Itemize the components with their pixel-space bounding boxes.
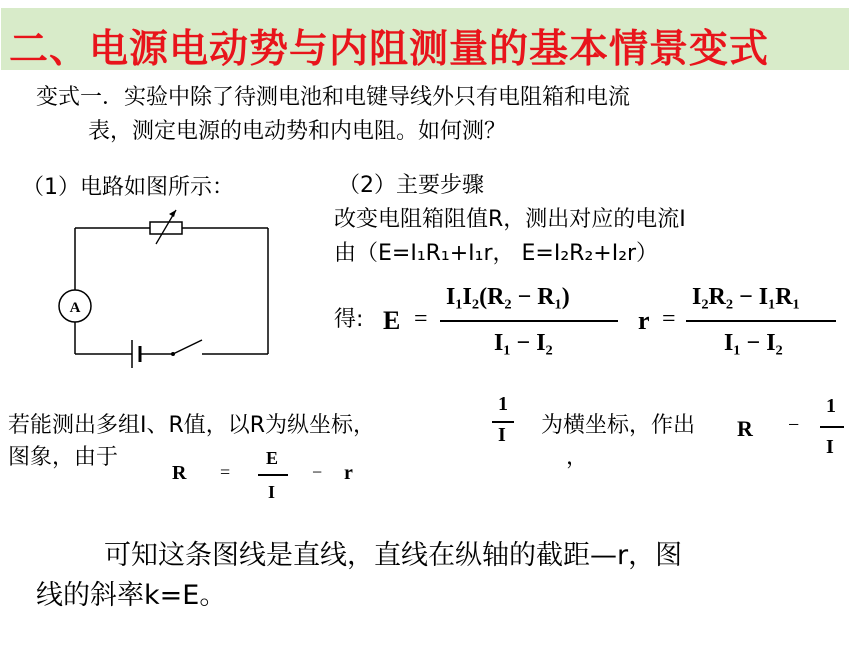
steps-line-1: 改变电阻箱阻值R，测出对应的电流I [334,207,686,232]
eq-equals: = [220,462,231,482]
conclusion-line-1: 可知这条图线是直线，直线在纵轴的截距—r，图 [104,540,683,571]
frac1-den: I [498,424,506,446]
r-symbol: r [638,306,650,335]
E-symbol: E [383,306,401,335]
intro-line-1: 变式一．实验中除了待测电池和电键导线外只有电阻箱和电流 [36,85,631,110]
switch-icon [173,340,202,354]
page-title: 二、电源电动势与内阻测量的基本情景变式 [9,26,770,72]
E-denominator: I₁ − I₂ [494,330,553,356]
result-prefix: 得: [334,307,364,332]
multi-comma: ， [566,445,589,470]
frac2-den: I [826,436,834,458]
multi-line-1a: 若能测出多组I、R值，以R为纵坐标， [8,413,376,438]
circuit-diagram [50,200,280,375]
eq-den: I [268,482,276,502]
r-numerator: I₂R₂ − I₁R₁ [692,284,800,310]
eq-minus: − [312,462,323,482]
frac2-num: 1 [826,395,836,417]
arrow-head-icon [169,210,176,217]
steps-line-2: 由（E=I₁R₁+I₁r， E=I₂R₂+I₂r） [334,241,659,266]
E-fraction-bar [440,320,618,322]
eq-fraction-bar [258,474,288,476]
conclusion-line-2: 线的斜率k=E。 [36,580,227,611]
E-equals: = [414,306,428,332]
frac1-num: 1 [498,393,508,415]
eq-R: R [172,462,187,484]
ammeter-label: A [69,300,81,316]
frac1-bar [492,421,514,423]
r-fraction-bar [686,320,836,322]
frac2-bar [820,426,844,428]
multi-line-1b: 为横坐标，作出 [541,413,696,438]
circuit-caption: （1）电路如图所示： [22,175,234,200]
steps-heading: （2）主要步骤 [338,173,484,198]
intro-line-2: 表，测定电源的电动势和内电阻。如何测？ [88,119,507,144]
axis-dash: − [788,414,800,436]
r-equals: = [662,306,676,332]
r-denominator: I₁ − I₂ [724,330,783,356]
eq-r: r [344,462,353,484]
title-banner [1,8,849,70]
eq-num: E [266,448,279,468]
multi-line-2: 图象，由于 [8,445,119,470]
E-numerator: I₁I₂(R₂ − R₁) [446,284,570,310]
axis-R: R [737,416,753,441]
